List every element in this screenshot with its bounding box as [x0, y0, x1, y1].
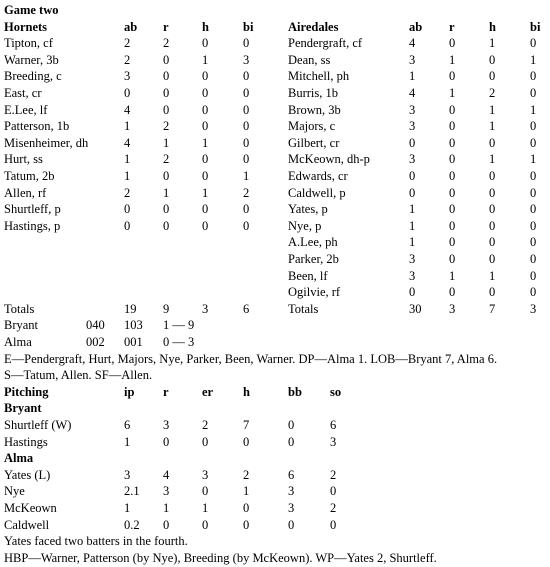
stat-cell: 3: [409, 152, 416, 167]
pitching-stat-cell: 2.1: [124, 484, 140, 499]
stat-cell: 0: [530, 235, 537, 250]
page-title: Game two: [4, 3, 59, 17]
stat-cell: 0: [124, 218, 131, 233]
stat-cell: 0: [409, 185, 416, 200]
pitching-stat-cell: 1: [124, 434, 131, 449]
column-header: er: [202, 384, 214, 399]
stat-cell: 3: [409, 119, 416, 134]
pitching-stat-cell: 0: [330, 517, 337, 532]
pitching-stat-cell: 3: [202, 467, 209, 482]
totals-cell: 30: [409, 301, 422, 316]
pitching-stat-cell: 3: [124, 467, 131, 482]
pitcher-name: Caldwell: [4, 517, 50, 532]
totals-cell: 9: [163, 301, 170, 316]
pitching-stat-cell: 0.2: [124, 517, 140, 532]
stat-cell: 4: [124, 102, 131, 117]
stat-cell: 0: [489, 69, 496, 84]
stat-cell: 0: [243, 218, 250, 233]
stat-cell: 3: [409, 252, 416, 266]
pitching-stat-cell: 0: [288, 517, 295, 532]
pitching-stat-cell: 4: [163, 467, 170, 482]
linescore-result: 0 — 3: [163, 335, 195, 349]
stat-cell: 2: [163, 152, 170, 167]
player-name: Brown, 3b: [288, 102, 341, 117]
stat-cell: 0: [489, 252, 496, 266]
pitching-stat-cell: 0: [202, 484, 209, 499]
stat-cell: 1: [489, 268, 496, 283]
pitching-stat-cell: 0: [330, 484, 337, 499]
pitching-stat-cell: 3: [163, 484, 170, 499]
team-name: Airedales: [288, 19, 339, 34]
stat-cell: 2: [163, 119, 170, 134]
linescore-innings: 103: [124, 318, 143, 333]
player-name: E.Lee, lf: [4, 102, 48, 117]
totals-cell: 3: [449, 301, 456, 316]
pitching-stat-cell: 0: [202, 434, 209, 449]
stat-cell: 0: [530, 135, 537, 150]
stat-cell: 0: [489, 169, 496, 183]
player-name: Patterson, 1b: [4, 119, 70, 134]
totals-cell: 6: [243, 301, 250, 316]
stat-cell: 0: [449, 235, 456, 250]
totals-label: Totals: [4, 301, 35, 316]
stat-cell: 0: [449, 218, 456, 233]
stat-cell: 0: [202, 152, 209, 167]
stat-cell: 0: [489, 235, 496, 250]
stat-cell: 1: [409, 235, 416, 250]
stat-cell: 0: [202, 169, 209, 183]
stat-cell: 0: [489, 52, 496, 67]
stat-cell: 0: [243, 86, 250, 100]
pitching-stat-cell: 1: [202, 501, 209, 515]
stat-cell: 0: [449, 202, 456, 217]
linescore-innings: 040: [86, 318, 105, 333]
stat-cell: 1: [449, 52, 456, 67]
stat-cell: 0: [449, 69, 456, 84]
stat-cell: 0: [243, 102, 250, 117]
stat-cell: 0: [243, 69, 250, 84]
stat-cell: 2: [489, 86, 496, 100]
player-name: Parker, 2b: [288, 252, 339, 266]
column-header: ip: [124, 384, 135, 399]
pitching-stat-cell: 1: [124, 501, 131, 515]
stat-cell: 1: [163, 185, 170, 200]
player-name: Nye, p: [288, 218, 322, 233]
pitching-stat-cell: 3: [288, 484, 295, 499]
stat-cell: 1: [449, 86, 456, 100]
player-name: Warner, 3b: [4, 52, 59, 67]
pitching-stat-cell: 3: [330, 434, 337, 449]
player-name: Burris, 1b: [288, 86, 338, 100]
stat-cell: 1: [489, 102, 496, 117]
pitcher-name: Nye: [4, 484, 25, 499]
stat-cell: 1: [202, 52, 209, 67]
pitcher-name: McKeown: [4, 501, 57, 515]
linescore-result: 1 — 9: [163, 318, 195, 333]
stat-cell: 0: [202, 218, 209, 233]
team-name: Hornets: [4, 19, 48, 34]
stat-cell: 0: [489, 285, 496, 300]
stat-cell: 0: [124, 86, 131, 100]
stat-cell: 0: [409, 135, 416, 150]
player-name: Been, lf: [288, 268, 328, 283]
stat-cell: 0: [449, 169, 456, 183]
stat-cell: 0: [530, 218, 537, 233]
stat-cell: 3: [124, 69, 131, 84]
footer-note: HBP—Warner, Patterson (by Nye), Breeding (by McKeown). WP—Yates 2, Shurtleff.: [4, 550, 437, 565]
stat-cell: 1: [489, 152, 496, 167]
stat-cell: 0: [449, 252, 456, 266]
stat-cell: 0: [202, 102, 209, 117]
pitching-stat-cell: 1: [163, 501, 170, 515]
pitching-team-name: Alma: [4, 451, 34, 466]
stat-cell: 2: [243, 185, 250, 200]
column-header: r: [163, 384, 169, 399]
stat-cell: 0: [530, 169, 537, 183]
stat-cell: 1: [530, 102, 537, 117]
column-header: ab: [124, 19, 138, 34]
stat-cell: 1: [243, 169, 250, 183]
player-name: Edwards, cr: [288, 169, 348, 183]
totals-cell: 3: [530, 301, 537, 316]
stat-cell: 1: [124, 169, 131, 183]
linescore-team: Alma: [4, 335, 32, 349]
stat-cell: 0: [124, 202, 131, 217]
pitching-stat-cell: 6: [330, 418, 337, 432]
stat-cell: 4: [409, 86, 416, 100]
stat-cell: 2: [163, 36, 170, 51]
stat-cell: 0: [449, 135, 456, 150]
pitcher-name: Hastings: [4, 434, 48, 449]
stat-cell: 0: [202, 202, 209, 217]
player-name: Pendergraft, cf: [288, 36, 363, 51]
column-header: bi: [530, 19, 541, 34]
pitching-stat-cell: 0: [163, 517, 170, 532]
pitching-stat-cell: 0: [243, 501, 250, 515]
player-name: A.Lee, ph: [288, 235, 338, 250]
totals-cell: 3: [202, 301, 209, 316]
stat-cell: 0: [163, 52, 170, 67]
footer-note: Yates faced two batters in the fourth.: [4, 534, 188, 549]
pitching-stat-cell: 2: [243, 467, 250, 482]
pitching-stat-cell: 0: [202, 517, 209, 532]
linescore-innings: 002: [86, 335, 105, 349]
stat-cell: 0: [243, 152, 250, 167]
stat-cell: 2: [124, 36, 131, 51]
stat-cell: 3: [243, 52, 250, 67]
column-header: h: [489, 19, 496, 34]
stat-cell: 0: [449, 152, 456, 167]
stat-cell: 1: [409, 218, 416, 233]
player-name: Dean, ss: [288, 52, 331, 67]
stat-cell: 0: [449, 102, 456, 117]
player-name: East, cr: [4, 86, 42, 100]
pitching-stat-cell: 6: [288, 467, 295, 482]
pitching-stat-cell: 7: [243, 418, 250, 432]
stat-cell: 3: [409, 52, 416, 67]
player-name: Shurtleff, p: [4, 202, 61, 217]
pitching-stat-cell: 6: [124, 418, 131, 432]
stat-cell: 0: [163, 86, 170, 100]
pitching-header: Pitching: [4, 384, 49, 399]
column-header: r: [163, 19, 169, 34]
stat-cell: 0: [449, 285, 456, 300]
player-name: Hastings, p: [4, 218, 61, 233]
stat-cell: 0: [243, 119, 250, 134]
stat-cell: 0: [449, 185, 456, 200]
game-note: S—Tatum, Allen. SF—Allen.: [4, 368, 153, 383]
pitching-stat-cell: 0: [163, 434, 170, 449]
column-header: so: [330, 384, 342, 399]
player-name: Mitchell, ph: [288, 69, 350, 84]
stat-cell: 1: [489, 36, 496, 51]
pitching-stat-cell: 0: [243, 517, 250, 532]
player-name: Misenheimer, dh: [4, 135, 89, 150]
stat-cell: 0: [449, 119, 456, 134]
stat-cell: 0: [243, 202, 250, 217]
player-name: Allen, rf: [4, 185, 47, 200]
stat-cell: 0: [202, 36, 209, 51]
stat-cell: 0: [243, 135, 250, 150]
stat-cell: 0: [530, 69, 537, 84]
column-header: bb: [288, 384, 302, 399]
linescore-innings: 001: [124, 335, 143, 349]
stat-cell: 0: [409, 285, 416, 300]
stat-cell: 0: [489, 202, 496, 217]
player-name: McKeown, dh-p: [288, 152, 370, 167]
pitching-stat-cell: 0: [243, 434, 250, 449]
stat-cell: 0: [202, 86, 209, 100]
stat-cell: 0: [530, 285, 537, 300]
pitching-stat-cell: 2: [330, 467, 337, 482]
stat-cell: 1: [489, 119, 496, 134]
column-header: h: [243, 384, 250, 399]
stat-cell: 0: [489, 135, 496, 150]
stat-cell: 0: [163, 69, 170, 84]
player-name: Caldwell, p: [288, 185, 346, 200]
player-name: Ogilvie, rf: [288, 285, 341, 300]
stat-cell: 0: [243, 36, 250, 51]
player-name: Gilbert, cr: [288, 135, 340, 150]
column-header: ab: [409, 19, 423, 34]
stat-cell: 2: [124, 52, 131, 67]
player-name: Tatum, 2b: [4, 169, 55, 183]
stat-cell: 1: [530, 152, 537, 167]
stat-cell: 0: [530, 185, 537, 200]
player-name: Breeding, c: [4, 69, 62, 84]
stat-cell: 1: [124, 152, 131, 167]
stat-cell: 0: [163, 202, 170, 217]
stat-cell: 1: [530, 52, 537, 67]
stat-cell: 0: [530, 86, 537, 100]
column-header: r: [449, 19, 455, 34]
player-name: Majors, c: [288, 119, 336, 134]
totals-cell: 7: [489, 301, 496, 316]
stat-cell: 0: [489, 185, 496, 200]
totals-cell: 19: [124, 301, 137, 316]
pitching-stat-cell: 2: [330, 501, 337, 515]
pitching-stat-cell: 0: [288, 418, 295, 432]
pitcher-name: Shurtleff (W): [4, 418, 72, 432]
pitching-stat-cell: 1: [243, 484, 250, 499]
stat-cell: 0: [489, 218, 496, 233]
stat-cell: 3: [409, 268, 416, 283]
stat-cell: 1: [449, 268, 456, 283]
stat-cell: 0: [202, 119, 209, 134]
stat-cell: 0: [530, 36, 537, 51]
stat-cell: 3: [409, 102, 416, 117]
pitcher-name: Yates (L): [4, 467, 51, 482]
pitching-stat-cell: 3: [288, 501, 295, 515]
stat-cell: 2: [124, 185, 131, 200]
stat-cell: 0: [449, 36, 456, 51]
stat-cell: 1: [163, 135, 170, 150]
stat-cell: 0: [530, 119, 537, 134]
column-header: bi: [243, 19, 254, 34]
stat-cell: 0: [163, 169, 170, 183]
stat-cell: 0: [530, 268, 537, 283]
stat-cell: 0: [409, 169, 416, 183]
pitching-stat-cell: 3: [163, 418, 170, 432]
stat-cell: 4: [409, 36, 416, 51]
stat-cell: 1: [124, 119, 131, 134]
pitching-stat-cell: 0: [288, 434, 295, 449]
linescore-team: Bryant: [4, 318, 39, 333]
stat-cell: 0: [530, 202, 537, 217]
player-name: Hurt, ss: [4, 152, 43, 167]
column-header: h: [202, 19, 209, 34]
totals-label: Totals: [288, 301, 319, 316]
stat-cell: 1: [409, 69, 416, 84]
stat-cell: 1: [202, 135, 209, 150]
pitching-team-name: Bryant: [4, 401, 42, 416]
stat-cell: 1: [202, 185, 209, 200]
player-name: Tipton, cf: [4, 36, 53, 51]
stat-cell: 0: [163, 102, 170, 117]
game-note: E—Pendergraft, Hurt, Majors, Nye, Parker, Been, Warner. DP—Alma 1. LOB—Bryant 7, Alma 6.: [4, 351, 498, 366]
stat-cell: 1: [409, 202, 416, 217]
stat-cell: 0: [530, 252, 537, 266]
stat-cell: 4: [124, 135, 131, 150]
stat-cell: 0: [163, 218, 170, 233]
pitching-stat-cell: 2: [202, 418, 209, 432]
player-name: Yates, p: [288, 202, 328, 217]
stat-cell: 0: [202, 69, 209, 84]
